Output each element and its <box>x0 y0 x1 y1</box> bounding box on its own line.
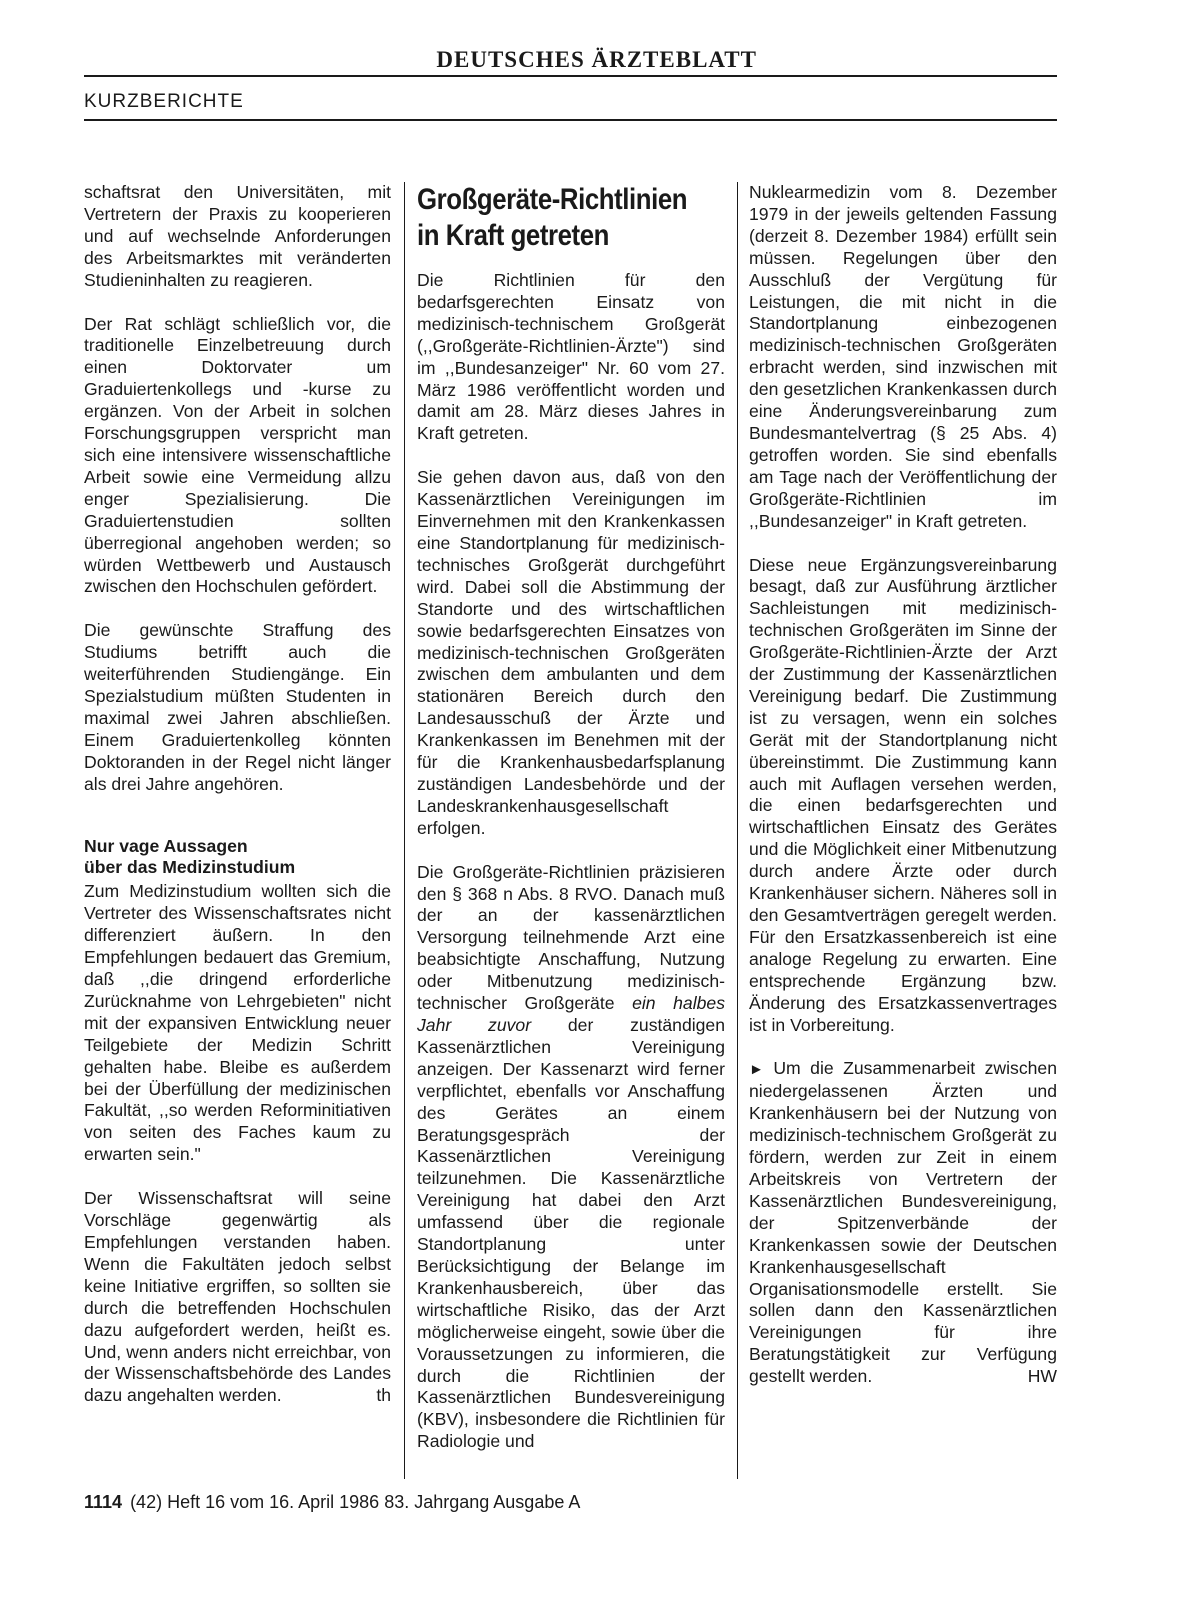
paragraph-text: der zuständigen Kassenärztlichen Vereinigung anzeigen. Der Kassenarzt wird ferner verpflichtet, ebenfalls vor Anschaffung des Gerätes an einem Beratungsgespräch der Kassenärztlichen Vereinigung teilzunehmen. Die Kassenärztliche Vereinigung hat dabei den Arzt umfassend über die regionale Standortplanung unter Berücksichtigung der Belange im Krankenhausbereich, über das wirtschaftliche Risiko, das der Arzt möglicherweise eingeht, sowie über die Voraussetzungen zu informieren, die durch die Richtlinien der Kassenärztlichen Bundesvereinigung (KBV), insbesondere die Richtlinien für Radiologie und <box>417 1015 725 1452</box>
subheading-line: über das Medizinstudium <box>84 857 296 878</box>
masthead-rule <box>84 75 1057 77</box>
paragraph: Diese neue Ergänzungsvereinbarung besagt, daß zur Ausführung ärztlicher Sachleistungen mit medizinisch-technischen Großgeräten im Sinne der Großgeräte-Richtlinien-Ärzte der Arzt der Zustimmung der Kassenärztlichen Vereinigung bedarf. Die Zustimmung ist zu versagen, wenn ein solches Gerät mit der Standortplanung nicht übereinstimmt. Die Zustimmung kann auch mit Auflagen versehen werden, die einen bedarfsgerechten und wirtschaftlichen Einsatz des Gerätes und die Möglichkeit einer Mitbenutzung durch andere Ärzte oder durch Krankenhäuser sichern. Näheres soll in den Gesamtverträgen geregelt werden. Für den Ersatzkassenbereich ist eine analoge Regelung zu erwarten. Eine entsprechende Ergänzung bzw. Änderung des Ersatzkassenvertrages ist in Vorbereitung. <box>749 554 1057 1035</box>
paragraph: schaftsrat den Universitäten, mit Vertretern der Praxis zu kooperieren und auf wechselnde Anforderungen des Arbeitsmarktes mit veränderten Studieninhalten zu reagieren. <box>84 182 391 290</box>
paragraph: Nuklearmedizin vom 8. Dezember 1979 in der jeweils geltenden Fassung (derzeit 8. Dezember 1984) erfüllt sein müssen. Regelungen über den Ausschluß der Vergütung für Leistungen, die mit nicht in die Standortplanung einbezogenen medizinisch-technischen Großgeräten erbracht werden, sind inzwischen mit den gesetzlichen Krankenkassen durch eine Änderungsvereinbarung zum Bundesmantelvertrag (§ 25 Abs. 4) getroffen worden. Sie sind ebenfalls am Tage nach der Veröffentlichung der Großgeräte-Richtlinien im ,,Bundesanzeiger" in Kraft getreten. <box>749 182 1057 531</box>
issue-info: (42) Heft 16 vom 16. April 1986 83. Jahrgang Ausgabe A <box>130 1492 581 1512</box>
article-title-line: in Kraft getreten <box>417 219 609 252</box>
column-3 <box>749 182 1057 1388</box>
author-signature: HW <box>1027 1366 1057 1387</box>
paragraph: Der Rat schlägt schließlich vor, die traditionelle Einzelbetreuung durch einen Doktorvater um Graduiertenkollegs und -kurse zu ergänzen. Von der Arbeit in solchen Forschungsgruppen verspricht man sich eine intensivere wissenschaftliche Arbeit sowie eine Vermeidung allzu enger Spezialisierung. Die Graduiertenstudien sollten überregional angehoben werden; so würden Wettbewerb und Austausch zwischen den Hochschulen gefördert. <box>84 313 391 597</box>
emphasis: ein halbes Jahr zuvor <box>417 993 725 1035</box>
paragraph <box>84 1188 391 1407</box>
article-title <box>417 182 727 254</box>
bullet-arrow-icon: ► <box>749 1061 764 1079</box>
paragraph: Die Richtlinien für den bedarfsgerechten Einsatz von medizinisch-technischem Großgerät (,,Großgeräte-Richtlinien-Ärzte") sind im ,,Bundesanzeiger" Nr. 60 vom 27. März 1986 veröffentlicht worden und damit am 28. März dieses Jahres in Kraft getreten. <box>417 270 725 444</box>
paragraph: Die gewünschte Straffung des Studiums betrifft auch die weiterführenden Studiengänge. Ein Spezialstudium müßten Studenten in maximal zwei Jahren abschließen. Einem Graduiertenkolleg könnten Doktoranden in der Regel nicht länger als drei Jahre angehören. <box>84 620 391 794</box>
page-footer <box>84 1491 580 1513</box>
article-title-line: Großgeräte-Richtlinien <box>417 183 688 216</box>
paragraph <box>749 1058 1057 1388</box>
paragraph-text: Der Wissenschaftsrat will seine Vorschläge gegenwärtig als Empfehlungen verstanden haben. Wenn die Fakultäten jedoch selbst keine Initiative ergriffen, so sollten sie durch die betreffenden Hochschulen dazu aufgefordert werden, heißt es. Und, wenn anders nicht erreichbar, von der Wissenschaftsbehörde des Landes dazu angehalten werden. <box>84 1188 391 1406</box>
masthead: DEUTSCHES ÄRZTEBLATT <box>436 47 757 72</box>
paragraph-text: Die Großgeräte-Richtlinien präzisieren den § 368 n Abs. 8 RVO. Danach muß der an der kassenärztlichen Versorgung teilnehmende Arzt eine beabsichtigte Anschaffung, Nutzung oder Mitbenutzung medizinisch-technischer Großgeräte <box>417 861 725 1014</box>
subheading-line: Nur vage Aussagen <box>84 835 248 856</box>
author-signature: th <box>376 1385 391 1406</box>
section-rule <box>84 119 1057 121</box>
paragraph-text: Um die Zusammenarbeit zwischen niedergelassenen Ärzten und Krankenhäusern bei der Nutzung von medizinisch-technischem Großgerät zu fördern, werden zur Zeit in einem Arbeitskreis von Vertretern der Kassenärztlichen Bundesvereinigung, der Spitzenverbände der Krankenkassen sowie der Deutschen Krankenhausgesellschaft Organisationsmodelle erstellt. Sie sollen dann den Kassenärztlichen Vereinigungen für ihre Beratungstätigkeit zur Verfügung gestellt werden. <box>749 1058 1057 1387</box>
paragraph: Sie gehen davon aus, daß von den Kassenärztlichen Vereinigungen im Einvernehmen mit den Krankenkassen eine Standortplanung für medizinisch-technisches Großgerät durchgeführt wird. Dabei soll die Abstimmung der Standorte und des wirtschaftlichen sowie bedarfsgerechten Einsatzes von medizinisch-technischen Großgeräten zwischen dem ambulanten und dem stationären Bereich durch den Landesausschuß der Ärzte und Krankenkassen im Benehmen mit der für die Krankenhausbedarfsplanung zuständigen Landesbehörde und der Landeskrankenhausgesellschaft erfolgen. <box>417 467 725 838</box>
section-label: KURZBERICHTE <box>84 91 244 112</box>
subheading <box>84 836 391 880</box>
page-number: 1114 <box>84 1492 123 1512</box>
column-divider <box>404 182 405 1479</box>
column-divider <box>737 182 738 1479</box>
paragraph: Zum Medizinstudium wollten sich die Vertreter des Wissenschaftsrates nicht differenziert äußern. In den Empfehlungen bedauert das Gremium, daß ,,die dringend erforderliche Zurücknahme von Lehrgebieten" nicht mit der expansiven Entwicklung neuer Teilgebiete der Medizin Schritt gehalten habe. Bleibe es außerdem bei der Überfüllung der medizinischen Fakultät, ,,so werden Reforminitiativen von seiten des Faches kaum zu erwarten sein." <box>84 881 391 1165</box>
column-2 <box>417 182 725 1453</box>
paragraph <box>417 862 725 1453</box>
column-1 <box>84 182 391 1407</box>
